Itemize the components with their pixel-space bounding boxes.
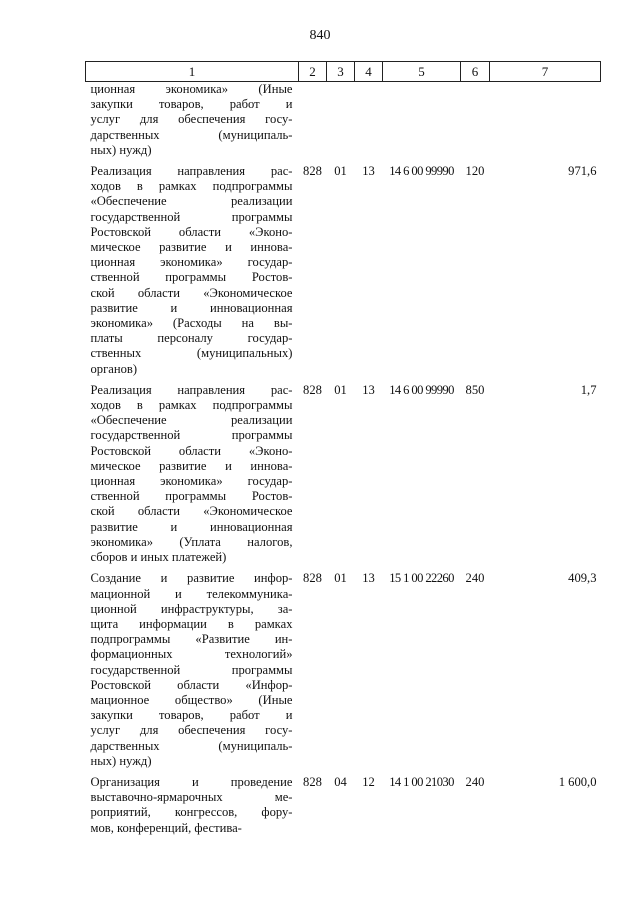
row-ministry-code: 828 [303,164,322,179]
row-description [86,383,299,571]
description-line: дарственных (муниципаль- [90,127,293,142]
row-section-code: 04 [334,774,347,789]
description-line: органов) [90,361,138,376]
description-line: экономика» (Уплата налогов, [90,534,293,549]
table-row [86,82,601,165]
description-line: мационной и телекоммуника- [90,586,293,601]
description-line: ных) нужд) [90,753,152,768]
header-col-3: 3 [327,62,355,82]
row-description [86,775,299,842]
description-line: Ростовской области «Эконо- [90,443,293,458]
description-line: Создание и развитие инфор- [90,571,293,586]
description-line: развитие и инновационная [90,300,293,315]
description-line: подпрограммы «Развитие ин- [90,632,293,647]
table-row [86,775,601,842]
description-line: Ростовской области «Эконо- [90,224,293,239]
row-description [86,164,299,383]
header-col-6: 6 [461,62,490,82]
description-line: ской области «Экономическое [90,504,293,519]
description-line: государственной программы [90,428,293,443]
description-line: мов, конференций, фестива- [90,820,242,835]
row-expense-type: 120 [465,164,485,179]
description-line: экономика» (Расходы на вы- [90,316,293,331]
description-line: ской области «Экономическое [90,285,293,300]
description-line: мическое развитие и иннова- [90,240,293,255]
row-expense-type [461,82,490,165]
description-line: выставочно-ярмарочных ме- [90,790,293,805]
row-description [86,82,299,165]
table-row [86,383,601,571]
row-expense-type: 240 [465,774,485,789]
description-line: ционная экономика» (Иные [90,82,293,96]
row-amount: 1 600,0 [558,774,597,789]
description-line: ственной программы Ростов- [90,270,293,285]
row-ministry-code: 828 [303,774,322,789]
description-line: закупки товаров, работ и [90,708,293,723]
description-line: дарственных (муниципаль- [90,738,293,753]
row-amount [490,82,601,165]
description-line: сборов и иных платежей) [90,550,227,565]
table-body [86,82,601,842]
description-line: «Обеспечение реализации [90,194,293,209]
description-line: «Обеспечение реализации [90,413,293,428]
row-section-code: 01 [334,164,347,179]
header-col-7: 7 [490,62,601,82]
description-line: формационных технологий» [90,647,293,662]
row-target-article [383,82,461,165]
description-line: ционная экономика» государ- [90,474,293,489]
header-col-1: 1 [86,62,299,82]
row-section-code [327,82,355,165]
description-line: Организация и проведение [90,774,293,789]
description-line: государственной программы [90,662,293,677]
description-line: платы персоналу государ- [90,331,293,346]
row-amount: 971,6 [568,164,597,179]
row-target-article: 14 6 00 99990 [389,382,454,397]
row-ministry-code: 828 [303,382,322,397]
description-line: щита информации в рамках [90,616,293,631]
row-description [86,571,299,775]
table-header-row [86,62,601,82]
header-col-2: 2 [299,62,327,82]
row-section-code: 01 [334,571,347,586]
description-line: услуг для обеспечения госу- [90,723,293,738]
row-ministry-code [299,82,327,165]
row-target-article: 14 1 00 21030 [389,774,454,789]
table-row [86,164,601,383]
description-line: Ростовской области «Инфор- [90,677,293,692]
description-line: ходов в рамках подпрограммы [90,179,293,194]
row-subsection-code: 13 [362,571,375,586]
description-line: Реализация направления рас- [90,164,293,179]
row-subsection-code: 12 [362,774,375,789]
header-col-5: 5 [383,62,461,82]
description-line: закупки товаров, работ и [90,97,293,112]
description-line: ных) нужд) [90,142,152,157]
row-target-article: 15 1 00 22260 [389,571,454,586]
description-line: роприятий, конгрессов, фору- [90,805,293,820]
row-section-code: 01 [334,382,347,397]
row-ministry-code: 828 [303,571,322,586]
row-amount: 1,7 [580,382,597,397]
page-number: 840 [309,28,331,43]
description-line: ходов в рамках подпрограммы [90,398,293,413]
table-row [86,571,601,775]
row-expense-type: 240 [465,571,485,586]
description-line: услуг для обеспечения госу- [90,112,293,127]
row-expense-type: 850 [465,382,485,397]
description-line: мическое развитие и иннова- [90,458,293,473]
description-line: ственной программы Ростов- [90,489,293,504]
header-col-4: 4 [355,62,383,82]
description-line: мационное общество» (Иные [90,692,293,707]
row-target-article: 14 6 00 99990 [389,164,454,179]
description-line: государственной программы [90,209,293,224]
row-subsection-code: 13 [362,382,375,397]
description-line: ционной инфраструктуры, за- [90,601,293,616]
description-line: ственных (муниципальных) [90,346,293,361]
row-subsection-code: 13 [362,164,375,179]
budget-table [85,61,601,842]
description-line: развитие и инновационная [90,519,293,534]
description-line: Реализация направления рас- [90,382,293,397]
row-subsection-code [355,82,383,165]
row-amount: 409,3 [568,571,597,586]
description-line: ционная экономика» государ- [90,255,293,270]
